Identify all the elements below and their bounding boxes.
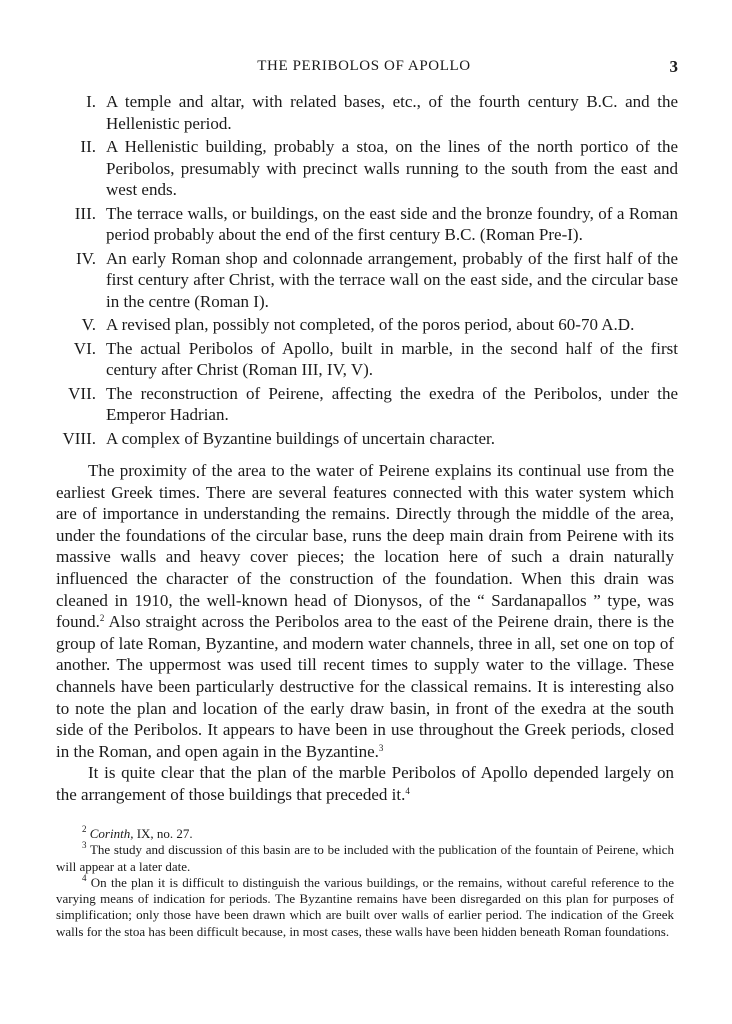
footnote: [56, 842, 674, 875]
footnote-ref: 2: [99, 613, 105, 624]
list-item: [50, 338, 678, 381]
list-text: A revised plan, possibly not completed, of the poros period, about 60-70 A.D.: [106, 315, 635, 334]
footnote: [56, 826, 674, 842]
footnote-mark: 2: [82, 824, 87, 834]
footnote-mark: 4: [82, 872, 87, 883]
footnote: [56, 872, 674, 940]
list-numeral: V.: [81, 315, 96, 334]
list-numeral: III.: [74, 203, 96, 223]
paragraph-text: Also straight across the Peribolos area to the east of the Peirene drain, there is the group of late Roman, Byzantine, and modern water channels, three in all, set one on top of another. The uppermost was used till recent times to supply water to the village. These channels have been particularly destructive for the classical remains. It is interesting also to note the plan and location of the early draw basin, in front of the exedra at the south side of the Peribolos. It appears to have been in use throughout the Greek periods, closed in the Roman, and open again in the Byzantine.: [56, 612, 674, 761]
list-item: [50, 248, 678, 313]
page-number: 3: [669, 57, 678, 76]
period-list: [50, 91, 678, 451]
paragraph: [56, 460, 674, 762]
list-item: [50, 203, 678, 246]
paragraph-text: It is quite clear that the plan of the marble Peribolos of Apollo depended largely on the arrangement of those buildings that preceded it.: [56, 763, 674, 804]
list-numeral: IV.: [76, 248, 96, 268]
list-item: [50, 428, 678, 450]
list-numeral: I.: [86, 92, 96, 111]
list-item: [50, 314, 678, 336]
list-numeral: VI.: [73, 338, 96, 358]
footnote-source: Corinth,: [89, 826, 134, 841]
paragraph-text: The proximity of the area to the water of Peirene explains its continual use from the earliest Greek times. There are several features connected with this water system which are of importance in understanding the remains. Directly through the middle of the area, under the foundations of the circular base, runs the deep main drain from Peirene with its massive walls and heavy cover pieces; the location here of such a drain naturally influenced the character of the construction of the foundation. When this drain was cleaned in 1910, the well-known head of Dionysos, of the “ Sardanapallos ” type, was found.: [56, 461, 674, 632]
running-title: THE PERIBOLOS OF APOLLO: [257, 58, 471, 74]
list-text: A Hellenistic building, probably a stoa, on the lines of the north portico of the Peribolos, presumably with precinct walls running to the south from the east and west ends.: [106, 137, 678, 199]
body-text: [56, 460, 674, 806]
list-text: The terrace walls, or buildings, on the east side and the bronze foundry, of a Roman period probably about the end of the first century B.C. (Roman Pre-I).: [106, 203, 678, 244]
footnote-mark: 3: [82, 840, 87, 851]
list-numeral: II.: [80, 137, 96, 156]
list-numeral: VIII.: [62, 428, 96, 448]
list-text: A temple and altar, with related bases, etc., of the fourth century B.C. and the Hellenistic period.: [106, 92, 678, 133]
list-text: The actual Peribolos of Apollo, built in marble, in the second half of the first century after Christ (Roman III, IV, V).: [106, 338, 678, 379]
list-text: The reconstruction of Peirene, affecting the exedra of the Peribolos, under the Emperor Hadrian.: [106, 383, 678, 424]
footnote-text: The study and discussion of this basin are to be included with the publication of the fountain of Peirene, which will appear at a later date.: [56, 842, 674, 874]
list-text: A complex of Byzantine buildings of uncertain character.: [106, 428, 495, 448]
list-numeral: VII.: [68, 383, 96, 403]
footnotes: [56, 826, 674, 940]
list-text: An early Roman shop and colonnade arrangement, probably of the first half of the first century after Christ, with the terrace wall on the east side, and the circular base in the centre (Roman I).: [106, 248, 678, 311]
footnote-text: IX, no. 27.: [133, 826, 193, 841]
footnote-ref: 3: [378, 742, 384, 753]
footnote-ref: 4: [405, 785, 410, 796]
list-item: [50, 383, 678, 426]
paragraph: [56, 762, 674, 805]
footnote-text: On the plan it is difficult to distinguish the various buildings, or the remains, without careful reference to the varying means of indication for periods. The Byzantine remains have been disregarded on this plan for purposes of simplification; only those have been drawn which are built over walls of earlier period. The indication of the Greek walls for the stoa has been difficult because, in most cases, these walls have been hidden beneath Roman foundations.: [56, 874, 674, 939]
page-header: [50, 58, 678, 80]
list-item: [50, 91, 678, 134]
list-item: [50, 136, 678, 201]
